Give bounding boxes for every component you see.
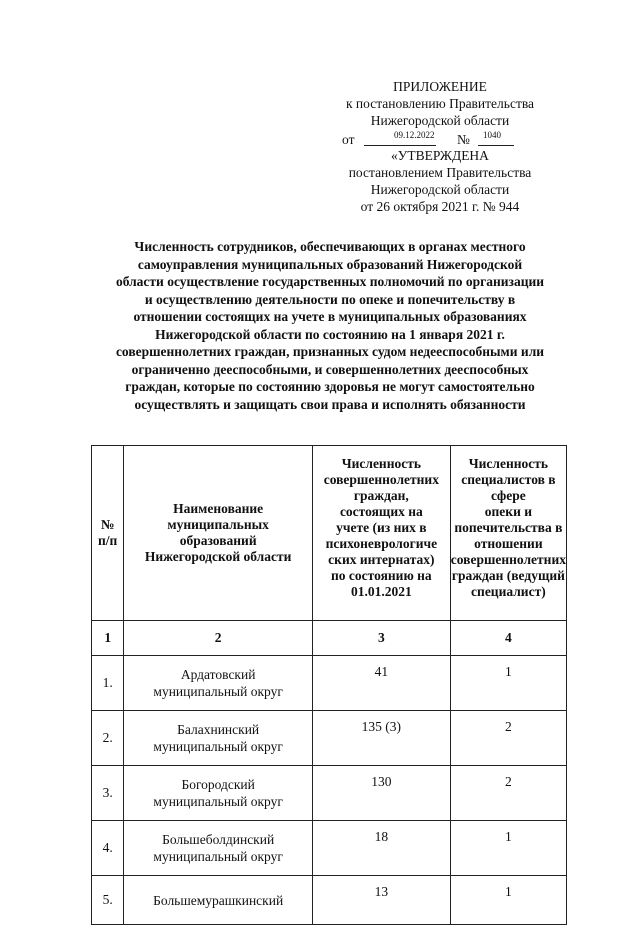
approved-region-line: Нижегородской области bbox=[370, 182, 510, 197]
title-line: граждан, которые по состоянию здоровья не могут самостоятельно bbox=[125, 379, 535, 394]
title-line: и осуществлению деятельности по опеке и попечительству в bbox=[144, 291, 516, 307]
title-line: осуществлять и защищать свои права и исполнять обязанности bbox=[134, 396, 526, 412]
municipality-name: Богородский муниципальный округ bbox=[124, 766, 313, 821]
column-number: 3 bbox=[312, 621, 450, 656]
table-row bbox=[92, 656, 567, 711]
header-cell-citizens: Численность совершеннолетних граждан, состоящих на учете (из них в психоневрологиче ских интернатах) по состоянию на 01.01.2021 bbox=[312, 446, 450, 621]
title-line: ограниченно дееспособными, и совершеннолетних дееспособных bbox=[131, 361, 529, 377]
row-number: 5. bbox=[92, 876, 124, 925]
citizens-count: 130 bbox=[312, 766, 450, 821]
approved-date-line: от 26 октября 2021 г. № 944 bbox=[360, 199, 520, 214]
citizens-count: 135 (3) bbox=[312, 711, 450, 766]
municipality-name: Ардатовский муниципальный округ bbox=[124, 656, 313, 711]
appendix-region-line: Нижегородской области bbox=[370, 113, 510, 128]
decree-date: 09.12.2022 bbox=[394, 130, 435, 140]
specialists-count: 1 bbox=[450, 876, 566, 925]
row-number: 1. bbox=[92, 656, 124, 711]
approved-label: «УТВЕРЖДЕНА bbox=[391, 148, 489, 163]
municipality-name: Балахнинский муниципальный округ bbox=[124, 711, 313, 766]
header-cell-number: № п/п bbox=[92, 446, 124, 621]
municipality-name: Большемурашкинский bbox=[124, 876, 313, 925]
number-underline bbox=[478, 145, 514, 146]
table-row bbox=[92, 711, 567, 766]
specialists-count: 2 bbox=[450, 766, 566, 821]
column-number: 1 bbox=[92, 621, 124, 656]
appendix-ref-line: к постановлению Правительства bbox=[345, 96, 535, 111]
staff-table bbox=[91, 445, 567, 925]
specialists-count: 2 bbox=[450, 711, 566, 766]
title-line: отношении состоящих на учете в муниципальных образованиях bbox=[133, 309, 527, 324]
title-line: области осуществление государственных полномочий по организации bbox=[115, 274, 545, 289]
table-row bbox=[92, 821, 567, 876]
decree-number: 1040 bbox=[483, 130, 501, 140]
municipality-name: Большеболдинский муниципальный округ bbox=[124, 821, 313, 876]
title-line: совершеннолетних граждан, признанных судом недееспособными или bbox=[115, 344, 545, 359]
appendix-label: ПРИЛОЖЕНИЕ bbox=[393, 79, 487, 94]
document-header bbox=[320, 78, 560, 215]
citizens-count: 41 bbox=[312, 656, 450, 711]
row-number: 2. bbox=[92, 711, 124, 766]
table-header-row bbox=[92, 446, 567, 621]
date-number-line bbox=[320, 129, 560, 147]
number-label: № bbox=[457, 132, 470, 147]
header-cell-name: Наименование муниципальных образований Нижегородской области bbox=[124, 446, 313, 621]
title-line: Нижегородской области по состоянию на 1 января 2021 г. bbox=[155, 326, 505, 342]
column-number: 2 bbox=[124, 621, 313, 656]
specialists-count: 1 bbox=[450, 821, 566, 876]
citizens-count: 13 bbox=[312, 876, 450, 925]
row-number: 3. bbox=[92, 766, 124, 821]
column-number: 4 bbox=[450, 621, 566, 656]
document-title bbox=[90, 238, 570, 413]
title-line: Численность сотрудников, обеспечивающих в органах местного bbox=[134, 239, 526, 254]
citizens-count: 18 bbox=[312, 821, 450, 876]
table-row bbox=[92, 766, 567, 821]
column-number-row bbox=[92, 621, 567, 656]
header-cell-specialists: Численность специалистов в сфере опеки и попечительства в отношении совершеннолетних граждан (ведущий специалист) bbox=[450, 446, 566, 621]
specialists-count: 1 bbox=[450, 656, 566, 711]
table-row bbox=[92, 876, 567, 925]
title-line: самоуправления муниципальных образований Нижегородской bbox=[137, 256, 523, 272]
from-label: от bbox=[342, 132, 355, 147]
date-underline bbox=[364, 145, 436, 146]
approved-by-line: постановлением Правительства bbox=[348, 165, 532, 180]
row-number: 4. bbox=[92, 821, 124, 876]
